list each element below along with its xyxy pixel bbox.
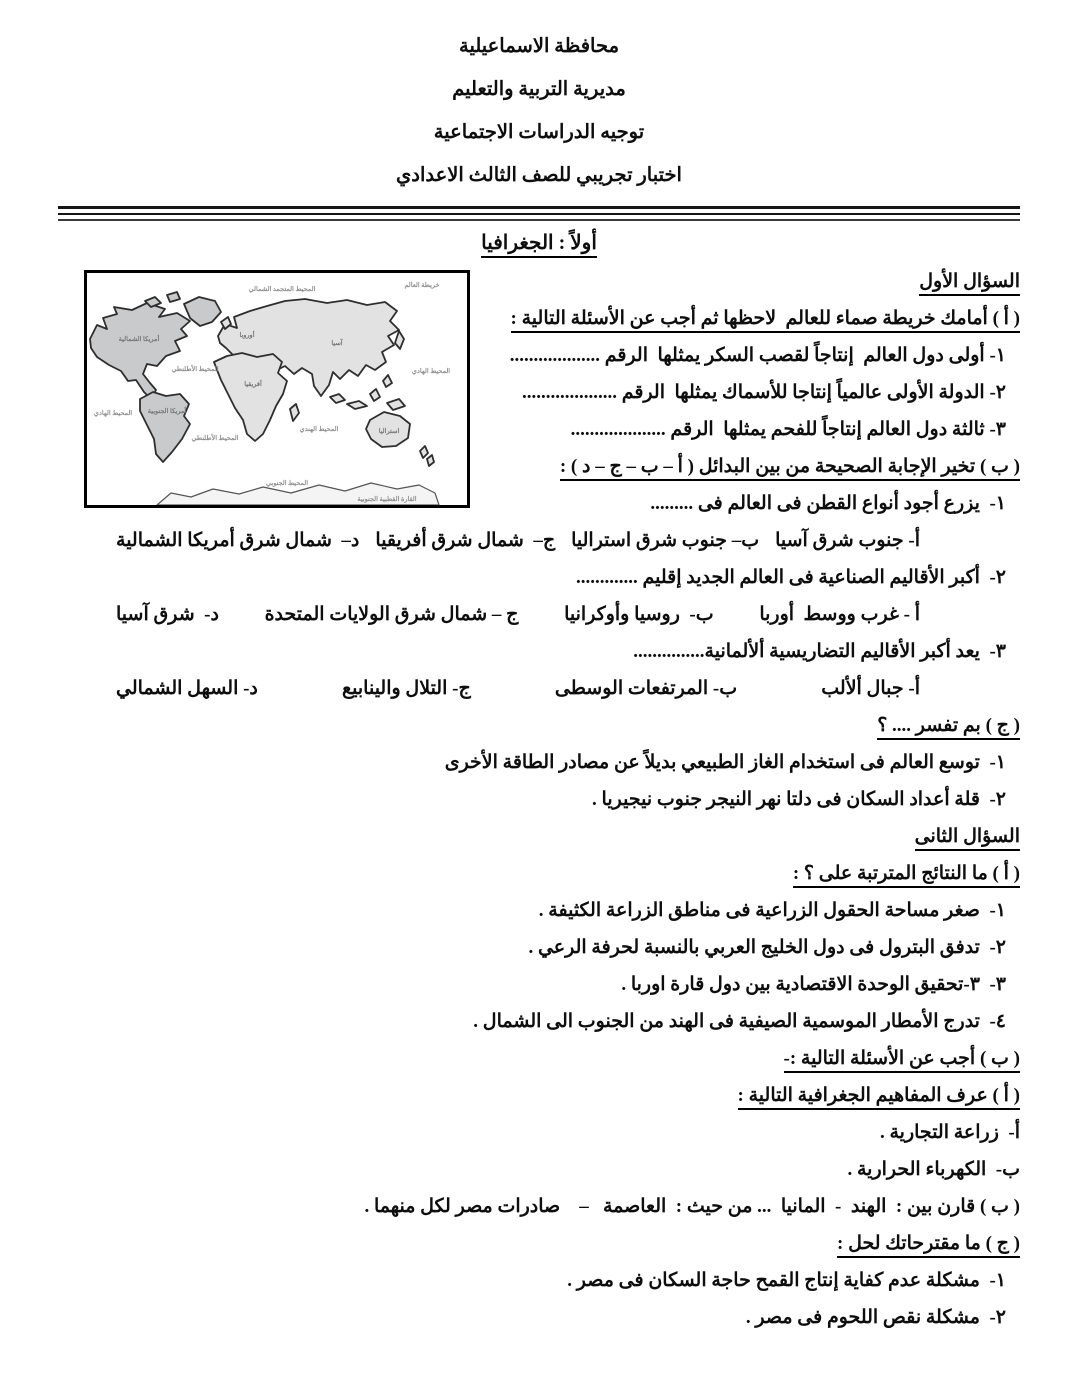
map-label-southern-ocean: المحيط الجنوبي (265, 480, 309, 487)
map-label-antarctica: القارة القطبية الجنوبية (357, 496, 417, 503)
island-new-zealand (420, 446, 428, 458)
q2-part-a-item-4: ٤- تدرج الأمطار الموسمية الصيفية فى الهند من الجنوب الى الشمال . (473, 1011, 1006, 1032)
island-new-zealand (427, 455, 434, 466)
q1-part-b-question-2-stem: ٢- أكبر الأقاليم الصناعية فى العالم الجديد إقليم ............. (575, 567, 1006, 588)
q1-part-a-heading: ( أ ) أمامك خريطة صماء للعالم لاحظها ثم أجب عن الأسئلة التالية : (58, 306, 1020, 332)
island-indonesia (347, 401, 367, 409)
q1-part-a-item-3: ٣- ثالثة دول العالم إنتاجاً للفحم يمثلها الرقم .................... (570, 419, 1006, 440)
q1-part-b-question-1-choices (58, 528, 1020, 554)
map-label-pacific-east: المحيط الهادي (411, 368, 451, 375)
q2-part-c-item-1: ١- مشكلة عدم كفاية إنتاج القمح حاجة السكان فى مصر . (567, 1270, 1006, 1291)
continent-north-america (90, 303, 190, 399)
map-label-australia: استراليا (378, 428, 400, 435)
q2-part-a-heading: ( أ ) ما النتائج المترتبة على ؟ : (58, 861, 1020, 887)
choice-option-c: ج- التلال والينابيع (342, 678, 471, 699)
q1-part-c-item-2: ٢- قلة أعداد السكان فى دلتا نهر النيجر جنوب نيجيريا . (592, 789, 1006, 810)
map-label-indian-ocean: المحيط الهندي (299, 426, 339, 433)
island-indonesia (330, 394, 345, 403)
choice-option-a: أ - غرب ووسط أوربا (759, 604, 920, 625)
choice-option-a: أ- جبال ألألب (821, 678, 920, 699)
continent-africa (214, 353, 287, 441)
q2-part-a-item-2: ٢- تدفق البترول فى دول الخليج العربي بالنسبة لحرفة الرعي . (528, 937, 1006, 958)
q1-part-b-question-3-choices (58, 676, 1020, 702)
map-label-arctic-ocean: المحيط المتجمد الشمالي (248, 286, 316, 293)
map-label-pacific-west: المحيط الهادي (93, 410, 133, 417)
q2-part-b-compare-line: ( ب ) قارن بين : الهند - المانيا ... من حيث : العاصمة – صادرات مصر لكل منهما . (364, 1196, 1020, 1217)
q2-part-b-definition-b: ب- الكهرباء الحرارية . (847, 1159, 1020, 1180)
q1-part-b-question-3-stem: ٣- يعد أكبر الأقاليم التضاريسية ألألمانية............... (633, 641, 1006, 662)
choice-option-d: د- شرق آسيا (116, 604, 219, 625)
map-title-label: خريطة العالم (404, 282, 440, 289)
header-line-governorate: محافظة الاسماعيلية (458, 36, 620, 57)
q1-part-b-question-2-choices (58, 602, 1020, 628)
q2-part-c-item-2: ٢- مشكلة نقص اللحوم فى مصر . (745, 1307, 1006, 1328)
world-map (87, 273, 467, 505)
choice-option-a: أ- جنوب شرق آسيا (775, 530, 920, 551)
question-1-title: السؤال الأول (58, 269, 1020, 295)
continent-south-america (140, 392, 190, 462)
map-label-atlantic-south: المحيط الأطلنطي (191, 435, 239, 442)
choice-option-c: ج – شمال شرق الولايات المتحدة (264, 604, 519, 625)
choice-option-c: ج– شمال شرق أفريقيا (375, 530, 556, 551)
choice-option-b: ب- روسيا وأوكرانيا (564, 604, 714, 625)
q1-part-b-question-1-stem: ١- يزرع أجود أنواع القطن فى العالم فى ......... (650, 493, 1006, 514)
choice-option-d: د- السهل الشمالي (116, 678, 258, 699)
geography-section-title: أولاً : الجغرافيا (58, 229, 1020, 257)
question-2-title: السؤال الثانى (58, 824, 1020, 850)
world-map-figure (84, 270, 470, 508)
q2-part-b-sub-heading: ( أ ) عرف المفاهيم الجغرافية التالية : (58, 1083, 1020, 1109)
map-label-asia: آسيا (331, 340, 343, 347)
map-label-europe: أوروبا (239, 332, 255, 339)
q2-part-b-heading: ( ب ) أجب عن الأسئلة التالية :- (58, 1046, 1020, 1072)
q1-part-a-item-2: ٢- الدولة الأولى عالمياً إنتاجا للأسماك يمثلها الرقم .................... (521, 382, 1006, 403)
map-label-south-america: أمريكا الجنوبية (147, 408, 187, 415)
divider-double-rule (58, 206, 1020, 215)
island-new-guinea (387, 399, 405, 410)
island-madagascar (290, 404, 299, 421)
choice-option-b: ب– جنوب شرق استراليا (571, 530, 760, 551)
island-philippines (383, 375, 392, 387)
q1-part-b-heading: ( ب ) تخير الإجابة الصحيحة من بين البدائل ( أ – ب – ج – د ) : (58, 454, 1020, 480)
q1-part-c-heading: ( ج ) بم تفسر .... ؟ (58, 713, 1020, 739)
choice-option-d: د– شمال شرق أمريكا الشمالية (116, 530, 360, 551)
choice-option-b: ب- المرتفعات الوسطى (554, 678, 738, 699)
header-line-supervision: توجيه الدراسات الاجتماعية (433, 122, 645, 143)
header-line-exam-title: اختبار تجريبي للصف الثالث الاعدادي (396, 165, 682, 186)
document-header (58, 34, 1020, 189)
header-line-directorate: مديرية التربية والتعليم (452, 79, 626, 100)
q2-part-c-heading: ( ج ) ما مقترحاتك لحل : (58, 1231, 1020, 1257)
island-japan (395, 331, 404, 349)
map-label-north-america: أمريكا الشمالية (118, 336, 160, 343)
q1-part-c-item-1: ١- توسع العالم فى استخدام الغاز الطبيعي بديلاً عن مصادر الطاقة الأخرى (444, 752, 1006, 773)
q2-part-a-item-1: ١- صغر مساحة الحقول الزراعية فى مناطق الزراعة الكثيفة . (538, 900, 1006, 921)
q1-part-a-item-1: ١- أولى دول العالم إنتاجاً لقصب السكر يمثلها الرقم ................... (509, 345, 1006, 366)
q2-part-b-definition-a: أ- زراعة التجارية . (879, 1122, 1020, 1143)
q2-part-a-item-3: ٣- ٣-تحقيق الوحدة الاقتصادية بين دول قارة اوربا . (621, 974, 1006, 995)
map-label-africa: أفريقيا (244, 381, 262, 388)
map-label-atlantic-north: المحيط الأطلنطي (171, 366, 219, 373)
island-borneo (370, 389, 380, 401)
arctic-island (167, 292, 180, 302)
divider-thin-rule (58, 219, 1020, 221)
